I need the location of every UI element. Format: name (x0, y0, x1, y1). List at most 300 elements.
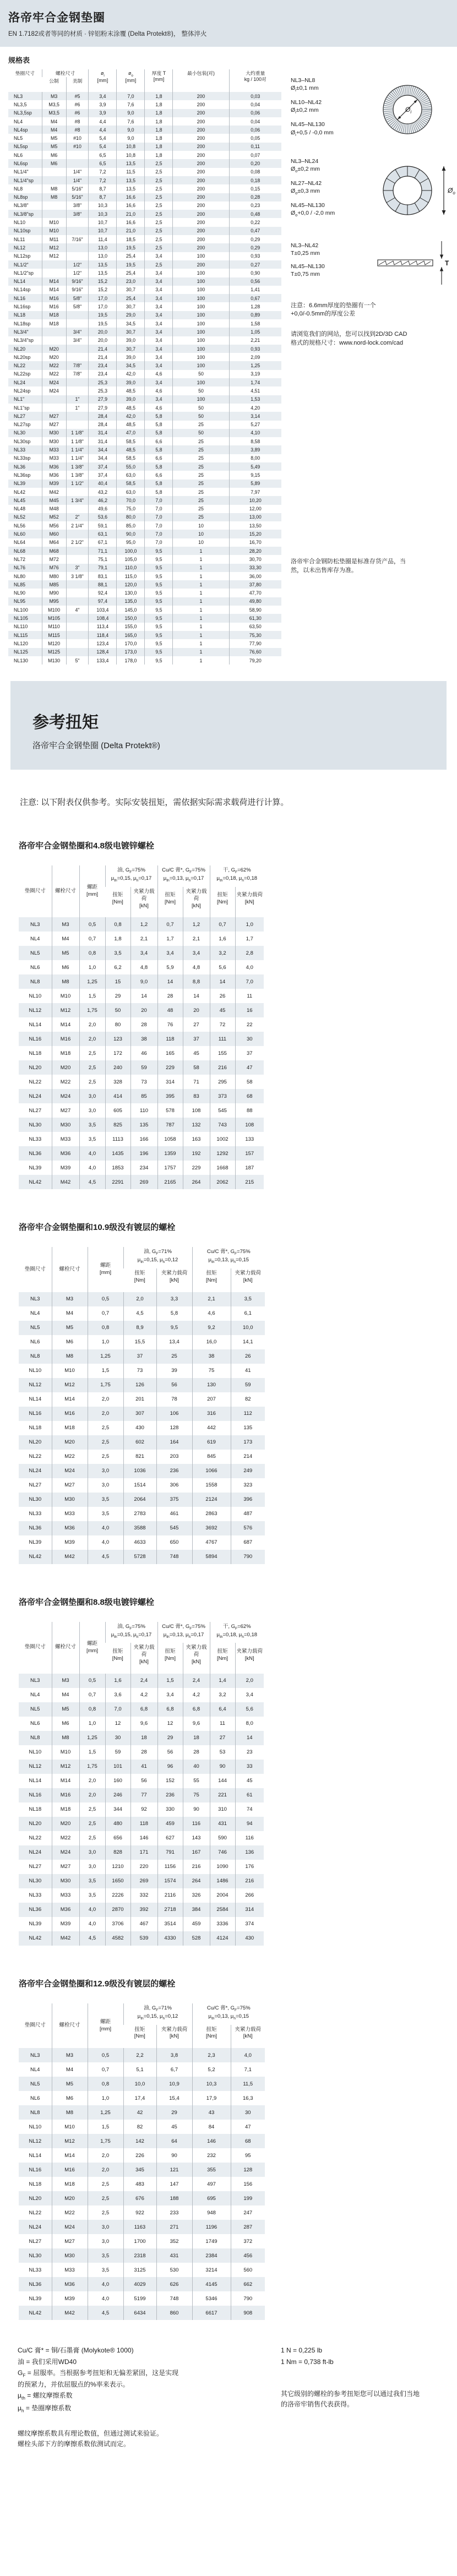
table-cell: 6,5 (89, 159, 117, 167)
spec-col-thickness: 厚度 T [mm] (145, 69, 173, 92)
table-cell: M100 (42, 606, 66, 614)
table-row (19, 1931, 264, 1946)
table-cell: 1196 (192, 2220, 231, 2234)
table-cell: 28 (130, 1017, 157, 1032)
table-cell: 63,0 (117, 488, 145, 496)
table-cell: 27 (210, 1731, 235, 1745)
table-row (8, 395, 281, 404)
table-cell: 240 (105, 1060, 130, 1075)
footer-def-gf: $G_F$ = 屈服率。当根据参考扭矩和无偏差紧固，这是实现 的预紧力，并依屈服点的%率来表示。 (18, 2369, 179, 2388)
table-cell: NL3,5sp (14, 110, 32, 116)
table-cell: 4,4 (89, 126, 117, 134)
table-cell: 3,0 (88, 1478, 123, 1493)
table-cell: NL6 (30, 2095, 40, 2101)
tolerance-range: NL45–NL130 (291, 263, 325, 270)
table-cell: NL16 (29, 1036, 42, 1042)
table-cell: M27 (42, 412, 66, 420)
footer-friction-note: 螺纹摩擦系数具有理论数值，但通过测试来验证。 螺栓头部下方的摩擦系数依测试而定。 (18, 2430, 164, 2448)
table-row (8, 336, 281, 345)
table-row (19, 1774, 264, 1788)
table-cell: M16 (52, 2163, 88, 2177)
table-cell: 229 (183, 1161, 210, 1175)
torque-table-10-9 (19, 1247, 265, 1564)
table-cell: NL4 (14, 118, 23, 124)
table-row (19, 2048, 265, 2062)
table-cell: 0,56 (229, 277, 281, 286)
table-cell: 41 (231, 1364, 265, 1378)
table-cell: 9,0 (117, 109, 145, 117)
table-cell: 3,0 (88, 2234, 123, 2248)
table-row (8, 480, 281, 488)
table-cell: 200 (173, 151, 229, 159)
table-cell: 4767 (192, 1535, 231, 1550)
table-cell: 2,0 (79, 1788, 105, 1802)
table-row (8, 201, 281, 210)
table-cell: 330 (157, 1802, 183, 1817)
table-cell: 687 (231, 1535, 265, 1550)
table-cell: NL130 (14, 657, 28, 663)
table-cell: 67,1 (89, 538, 117, 547)
table-row (19, 1146, 264, 1161)
table-cell: 28 (130, 1745, 157, 1760)
table-cell: 49,80 (229, 597, 281, 606)
table-cell: 15,2 (89, 286, 117, 294)
table-cell: 128 (231, 2163, 265, 2177)
torque-note: 注意: 以下附表仅供参考。实际安装扭矩，需依据实际需求载荷进行计算。 (20, 798, 289, 808)
table-row (19, 2091, 265, 2105)
table-cell: 4,51 (229, 386, 281, 395)
table-cell: NL14 (29, 2152, 42, 2159)
footer-def-cuc: Cu/C 膏* = 铜/石墨膏 (Molykote® 1000) (18, 2346, 134, 2355)
table-row (8, 361, 281, 369)
table-cell: 9/16" (66, 286, 89, 294)
table-cell: 200 (173, 168, 229, 176)
table-cell: 9,15 (229, 471, 281, 479)
table-cell: M30 (52, 1874, 79, 1888)
table-cell: 7,1 (231, 2062, 265, 2077)
table-cell: M18 (42, 319, 66, 328)
table-cell (66, 614, 89, 622)
table-cell: 30 (105, 1731, 130, 1745)
table-row (19, 1917, 264, 1931)
table-cell: 3514 (157, 1917, 183, 1931)
table-cell: 3,89 (229, 445, 281, 454)
table-cell: NL39 (14, 481, 26, 487)
table-cell: NL5 (30, 950, 40, 956)
table-cell: 0,29 (229, 243, 281, 252)
table-cell: 7,97 (229, 488, 281, 496)
header-band (0, 0, 457, 47)
table-row (19, 2191, 265, 2205)
table-row (8, 437, 281, 445)
table-cell: 0,93 (229, 345, 281, 353)
table-row (8, 353, 281, 361)
table-cell: M27 (52, 1478, 88, 1493)
col-bolt-size: 螺栓尺寸 (52, 2003, 88, 2048)
table-cell (66, 345, 89, 353)
table-cell: 266 (235, 1888, 264, 1903)
table-cell: 200 (173, 218, 229, 226)
table-cell: 13,4 (156, 1335, 192, 1349)
table-cell: 948 (192, 2205, 231, 2220)
torque-table-header (19, 865, 264, 917)
table-cell: 442 (192, 1421, 231, 1435)
table-cell: NL10 (29, 1368, 42, 1374)
table-cell (42, 404, 66, 412)
table-cell: 196 (130, 1146, 157, 1161)
table-row (8, 623, 281, 631)
tolerance-range: NL10–NL42 (291, 99, 322, 106)
table-cell: 85 (130, 1089, 157, 1103)
table-cell: 3,4 (130, 946, 157, 960)
table-cell: M36 (42, 471, 66, 479)
table-cell: 1,28 (229, 302, 281, 311)
table-cell: 7,0 (145, 521, 173, 530)
table-cell: 790 (231, 1550, 265, 1564)
table-cell: 100 (173, 353, 229, 361)
table-row (19, 1392, 265, 1407)
table-cell: 203 (156, 1450, 192, 1464)
table-cell: 3" (66, 564, 89, 572)
table-cell: 199 (231, 2191, 265, 2205)
table-cell: M18 (52, 1046, 79, 1060)
table-cell: 133 (235, 1132, 264, 1146)
table-cell: NL120 (14, 640, 28, 646)
table-cell: 1,8 (145, 92, 173, 100)
table-cell: 0,90 (229, 269, 281, 277)
table-cell: 2,8 (235, 946, 264, 960)
table-cell: 1002 (210, 1132, 235, 1146)
table-cell: 63,0 (117, 471, 145, 479)
table-cell: 29 (157, 1731, 183, 1745)
lubrication-group-header: Cu/C 膏*, $G_F=75\%$ $\mu_{th}=0,13$, $\mu_h=0,15$ (192, 2003, 265, 2025)
table-cell: 112 (231, 1407, 265, 1421)
header-row (19, 865, 264, 887)
table-cell: 1/2" (66, 260, 89, 269)
table-cell: 0,11 (229, 143, 281, 151)
table-cell: 100 (173, 328, 229, 336)
table-cell (42, 168, 66, 176)
table-row (19, 1103, 264, 1118)
table-cell: 20,0 (89, 328, 117, 336)
table-cell: M14 (42, 277, 66, 286)
table-cell: 100,0 (117, 547, 145, 555)
table-cell: 1,75 (79, 1760, 105, 1774)
table-cell: 17,0 (89, 294, 117, 302)
table-cell: 97,4 (89, 597, 117, 606)
table-cell: 7,6 (117, 100, 145, 108)
table-cell: 2,0 (88, 1407, 123, 1421)
spec-col-do: $ø_o$ [mm] (117, 69, 145, 92)
table-cell: 8,0 (235, 1717, 264, 1731)
table-cell: 100 (173, 361, 229, 369)
table-row (19, 1507, 265, 1521)
table-cell: 17,9 (192, 2091, 231, 2105)
table-cell: NL16 (29, 1792, 42, 1799)
table-cell: 232 (192, 2148, 231, 2163)
table-cell: 25 (173, 462, 229, 471)
table-cell: NL56 (14, 522, 26, 529)
table-cell: 76 (157, 1017, 183, 1032)
table-cell: 619 (192, 1435, 231, 1450)
table-cell: 111 (210, 1032, 235, 1046)
table-cell: 53,6 (89, 513, 117, 521)
table-cell: 108 (183, 1103, 210, 1118)
table-cell: 5,8 (145, 480, 173, 488)
table-cell: 13,5 (89, 269, 117, 277)
table-cell: 1/4" (66, 168, 89, 176)
table-cell: M64 (42, 538, 66, 547)
table-cell: 6,6 (145, 437, 173, 445)
table-cell: 560 (231, 2263, 265, 2277)
col-pitch: 螺距 [mm] (79, 1622, 105, 1674)
table-cell: 84 (192, 2120, 231, 2134)
table-cell: 1 1/4" (66, 454, 89, 462)
table-cell: 41 (130, 1760, 157, 1774)
lubrication-group-header: 油, $G_F=75\%$ $\mu_{th}=0,15$, $\mu_h=0,17$ (105, 1622, 157, 1643)
table-cell: 1163 (123, 2220, 156, 2234)
table-cell: 1,8 (145, 126, 173, 134)
table-cell: M3 (52, 917, 79, 932)
table-row (19, 1860, 264, 1874)
table-row (19, 1903, 264, 1917)
table-cell: 39,0 (117, 353, 145, 361)
table-cell: 30 (235, 1032, 264, 1046)
table-row (8, 572, 281, 580)
table-cell: NL18 (29, 1050, 42, 1056)
table-cell: 1090 (210, 1860, 235, 1874)
table-cell: 59 (130, 1060, 157, 1075)
table-cell: 13,5 (117, 159, 145, 167)
table-cell: 0,5 (79, 1674, 105, 1688)
table-row (8, 412, 281, 420)
table-cell: 0,20 (229, 159, 281, 167)
table-cell: M39 (42, 480, 66, 488)
table-cell: M36 (52, 1521, 88, 1535)
table-cell: NL8 (30, 1353, 40, 1360)
table-cell: NL10 (29, 2123, 42, 2130)
table-cell: NL20 (29, 1821, 42, 1827)
torque-table-2-title: 洛帝牢合金钢垫圈和10.9级没有镀层的螺栓 (19, 1223, 176, 1233)
table-cell: 6,8 (183, 1702, 210, 1717)
table-cell: 4,6 (192, 1306, 231, 1321)
table-cell: 146 (130, 1831, 157, 1845)
table-cell: 5,8 (145, 421, 173, 429)
table-cell: 2,1 (183, 932, 210, 946)
lubrication-group-header: Cu/C 膏*, $G_F=75\%$ $\mu_{th}=0,13$, $\mu_h=0,15$ (192, 1247, 265, 1268)
tolerance-column (291, 77, 456, 575)
table-cell: 825 (105, 1118, 130, 1132)
table-cell: 200 (173, 227, 229, 235)
table-cell (66, 227, 89, 235)
table-cell: 9,6 (130, 1717, 157, 1731)
table-row (8, 631, 281, 639)
table-row (19, 1674, 264, 1688)
table-cell: NL14 (14, 279, 26, 285)
table-cell: 1,41 (229, 286, 281, 294)
table-cell: 2,21 (229, 336, 281, 345)
table-cell: 264 (183, 1874, 210, 1888)
table-cell: 79,1 (89, 564, 117, 572)
table-cell: 3,5 (105, 946, 130, 960)
table-cell: 602 (123, 1435, 156, 1450)
table-cell: NL8 (30, 1735, 40, 1741)
table-cell: NL80 (14, 573, 26, 579)
table-cell: NL12 (29, 1382, 42, 1388)
table-cell: 234 (130, 1161, 157, 1175)
table-cell: 74 (235, 1802, 264, 1817)
table-cell: NL85 (14, 581, 26, 587)
table-cell: 16,6 (117, 218, 145, 226)
table-cell: M11 (42, 235, 66, 243)
spec-section-title: 规格表 (8, 56, 30, 64)
table-cell: 72 (210, 1017, 235, 1032)
table-cell: 1 1/8" (66, 429, 89, 437)
thickness-tolerance-note: 注意：6.6mm厚度的垫圈有一个 +0,0/-0.5mm的厚度公差 (291, 302, 376, 318)
table-cell: 10,0 (123, 2077, 156, 2091)
tolerance-range: NL27–NL42 (291, 179, 322, 187)
lubrication-group-header: 干, $G_F=62\%$ $\mu_{th}=0,18$, $\mu_h=0,18$ (210, 1622, 264, 1643)
table-cell: NL27 (29, 1482, 42, 1489)
table-cell: 3,4 (145, 378, 173, 386)
table-cell: M8 (42, 193, 66, 201)
table-cell: NL22sp (14, 371, 31, 377)
table-cell: 100 (173, 311, 229, 319)
table-cell: NL30 (29, 1121, 42, 1128)
table-cell: 37,4 (89, 462, 117, 471)
table-cell: M12 (42, 243, 66, 252)
table-cell: 49,6 (89, 505, 117, 513)
table-cell: 21,0 (117, 210, 145, 218)
table-cell: 40,4 (89, 480, 117, 488)
table-cell: 4,5 (79, 1175, 105, 1189)
table-cell: 1,75 (79, 1003, 105, 1017)
table-cell: 9,5 (145, 555, 173, 563)
table-cell: M105 (42, 614, 66, 622)
table-cell: 118,4 (89, 631, 117, 639)
table-cell: M24 (52, 1464, 88, 1478)
table-cell: 61 (235, 1788, 264, 1802)
table-cell: 3/4" (66, 336, 89, 345)
table-cell: 229 (157, 1060, 183, 1075)
table-cell: 90,0 (117, 530, 145, 538)
table-cell: 1,8 (105, 932, 130, 946)
table-cell: 1 (173, 606, 229, 614)
table-cell: NL39 (29, 1539, 42, 1546)
table-cell: NL8 (14, 186, 23, 192)
table-cell: M27 (42, 421, 66, 429)
table-cell: 59 (105, 1745, 130, 1760)
table-cell: 200 (173, 117, 229, 126)
table-cell: 56 (157, 1745, 183, 1760)
table-row (8, 184, 281, 193)
table-cell: M20 (52, 1060, 79, 1075)
table-cell: 3,4 (145, 302, 173, 311)
table-cell: 31,4 (89, 437, 117, 445)
table-cell: 1359 (157, 1146, 183, 1161)
table-row (19, 1017, 264, 1032)
table-cell: NL8 (30, 2109, 40, 2116)
table-cell: 0,04 (229, 100, 281, 108)
table-cell: NL36 (29, 1525, 42, 1532)
table-cell: 46 (130, 1046, 157, 1060)
table-cell: 4,0 (88, 1521, 123, 1535)
table-cell: 4,20 (229, 404, 281, 412)
table-row (19, 1731, 264, 1745)
spec-table-body (8, 92, 281, 665)
table-cell: M42 (52, 1931, 79, 1946)
table-cell: 748 (156, 1550, 192, 1564)
table-cell: 13,00 (229, 513, 281, 521)
table-cell: 2,5 (145, 176, 173, 184)
table-cell: 576 (231, 1521, 265, 1535)
table-cell: 19,5 (89, 311, 117, 319)
table-cell: 11,4 (89, 235, 117, 243)
table-cell: 25 (173, 471, 229, 479)
table-row (19, 1760, 264, 1774)
table-cell: 94 (235, 1817, 264, 1831)
table-cell: 68 (235, 1089, 264, 1103)
table-cell: 21,4 (89, 353, 117, 361)
footer (18, 2345, 457, 2482)
table-cell: 5,6 (235, 1702, 264, 1717)
table-cell: 314 (235, 1903, 264, 1917)
table-cell: 30,70 (229, 555, 281, 563)
table-cell: 200 (173, 243, 229, 252)
table-cell: 3,5 (88, 1493, 123, 1507)
table-row (19, 1745, 264, 1760)
table-cell: 25,3 (89, 386, 117, 395)
table-cell: M6 (52, 1717, 79, 1731)
table-cell: NL1/2"sp (14, 270, 34, 276)
table-cell: NL3 (14, 93, 23, 99)
table-cell: 43,2 (89, 488, 117, 496)
table-cell: 23,0 (117, 277, 145, 286)
table-cell: 14,1 (231, 1335, 265, 1349)
table-cell: NL4 (30, 1310, 40, 1317)
table-cell: 246 (105, 1788, 130, 1802)
table-cell: 2,5 (145, 260, 173, 269)
table-cell: 1036 (123, 1464, 156, 1478)
table-cell: 43 (192, 2105, 231, 2120)
table-cell: 216 (210, 1060, 235, 1075)
table-row (8, 100, 281, 108)
table-cell (66, 530, 89, 538)
table-cell: 821 (123, 1450, 156, 1464)
table-cell: 48,5 (117, 445, 145, 454)
table-row (19, 1450, 265, 1464)
table-cell: NL3/8" (14, 203, 29, 209)
table-cell: 0,5 (88, 2048, 123, 2062)
table-cell: 103,4 (89, 606, 117, 614)
table-cell: 135,0 (117, 597, 145, 606)
table-cell: M115 (42, 631, 66, 639)
table-cell: NL24sp (14, 388, 31, 394)
table-cell: 48,5 (117, 404, 145, 412)
table-cell: 155,0 (117, 623, 145, 631)
table-cell: NL12 (14, 244, 26, 250)
table-cell: 7/16" (66, 235, 89, 243)
table-cell: 430 (235, 1931, 264, 1946)
table-cell: 3,4 (145, 286, 173, 294)
table-cell: 328 (105, 1075, 130, 1089)
table-cell: M6 (42, 159, 66, 167)
table-cell: 30,7 (117, 345, 145, 353)
table-cell: 7,0 (117, 92, 145, 100)
table-cell: 6,8 (157, 1702, 183, 1717)
table-cell: M24 (42, 386, 66, 395)
tolerance-range: NL45–NL130 (291, 201, 325, 209)
